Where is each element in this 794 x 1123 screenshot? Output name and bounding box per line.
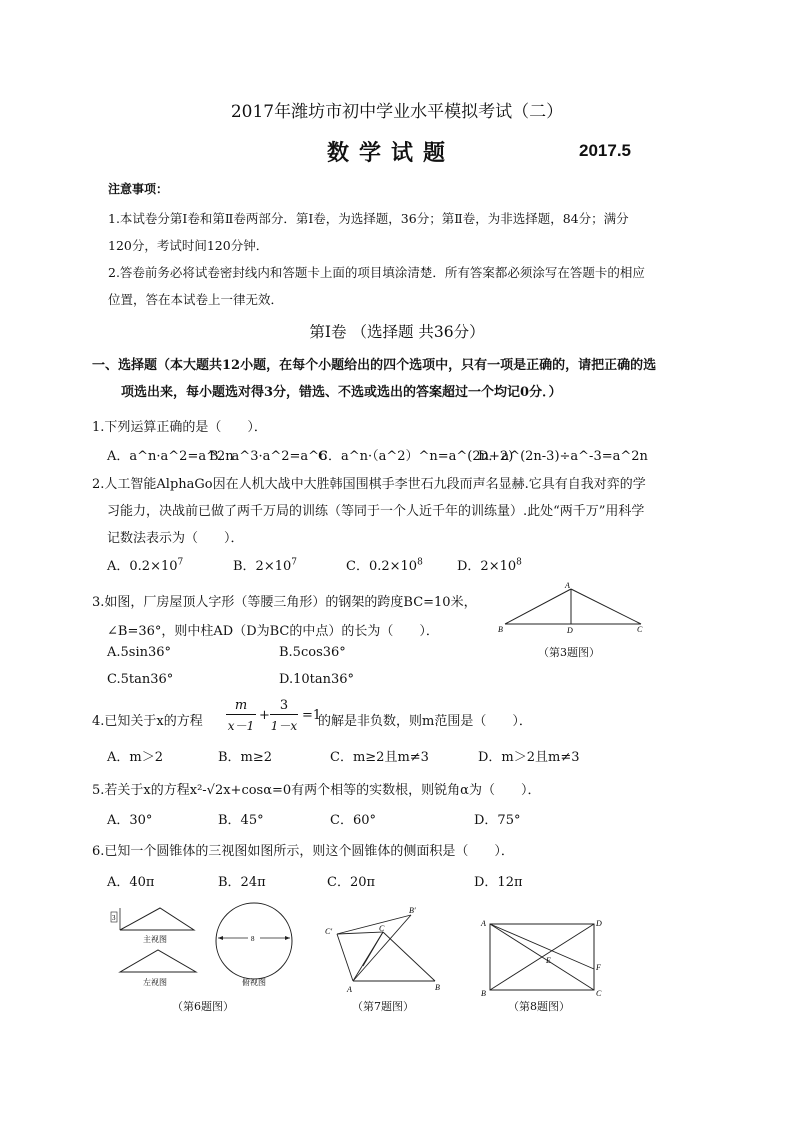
figure-7-caption: （第7题图） [352, 1000, 414, 1013]
figure-3-caption: （第3题图） [538, 646, 600, 659]
svg-text:B: B [498, 625, 503, 634]
q5-option-a: A．30° [107, 813, 153, 828]
q3-option-c: C.5tan36° [107, 672, 174, 687]
q4-fraction-2-bar [270, 714, 298, 715]
section-title: 第Ⅰ卷 （选择题 共36分） [309, 323, 485, 341]
svg-text:B: B [481, 989, 486, 998]
svg-text:A: A [565, 581, 570, 590]
q4-fraction-2-numerator: 3 [279, 698, 289, 713]
question-4-stem: 的解是非负数，则m范围是（ ）． [318, 714, 532, 729]
question-2-stem: 2.人工智能AlphaGo因在人机大战中大胜韩国围棋手李世石九段而声名显赫.它具有自我对弈的学 [92, 477, 646, 492]
notes-line: 120分，考试时间120分钟． [108, 238, 269, 253]
notes-line: 1.本试卷分第Ⅰ卷和第Ⅱ卷两部分．第Ⅰ卷，为选择题，36分；第Ⅱ卷，为非选择题，84分；满分 [108, 211, 629, 226]
figure-3 [495, 580, 655, 640]
q2-option-b: B．$2\times 10^7$ [233, 557, 297, 574]
figure-7 [323, 902, 453, 994]
q3-option-a: A.5sin36° [107, 645, 172, 660]
q2-option-d: D．$2\times 10^8$ [457, 557, 522, 574]
q4-option-b: B．m≥2 [218, 750, 273, 765]
svg-text:C′: C′ [325, 927, 333, 936]
q6-option-d: D．12π [474, 875, 523, 890]
question-2-stem: 记数法表示为（ ）． [107, 531, 244, 546]
question-3-stem: 3.如图，厂房屋顶人字形（等腰三角形）的钢架的跨度BC=10米， [92, 595, 477, 610]
q4-option-d: D．m＞2且m≠3 [478, 750, 580, 765]
q6-option-b: B．24π [218, 875, 266, 890]
top-view-label: 俯视图 [242, 978, 266, 987]
svg-text:D: D [596, 919, 602, 928]
svg-text:D: D [567, 626, 573, 635]
q4-option-a: A．m＞2 [107, 750, 163, 765]
subject-title: 数学试题 [327, 141, 456, 166]
svg-text:A: A [347, 985, 352, 994]
svg-text:8: 8 [251, 935, 255, 943]
q1-option-b: B．a^3·a^2=a^6 [209, 449, 328, 464]
q4-fraction-1-numerator: m [234, 698, 248, 713]
q4-fraction-2-denominator: 1－x [270, 719, 298, 733]
svg-text:F: F [596, 963, 601, 972]
svg-text:3: 3 [112, 914, 116, 922]
svg-text:C: C [637, 625, 643, 634]
svg-text:A: A [481, 919, 486, 928]
notes-line: 位置，答在本试卷上一律无效． [108, 292, 284, 307]
question-5-stem: 5.若关于x的方程x²-√2x+cosα=0有两个相等的实数根，则锐角α为（ ）． [92, 783, 541, 798]
q3-option-b: B.5cos36° [279, 645, 346, 660]
q5-option-d: D．75° [474, 813, 521, 828]
question-6-stem: 6.已知一个圆锥体的三视图如图所示，则这个圆锥体的侧面积是（ ）． [92, 844, 514, 859]
q2-option-a: A．$0.2\times 10^7$ [107, 557, 184, 574]
notes-heading: 注意事项： [108, 182, 169, 196]
q1-option-c: C．a^n·（a^2）^n=a^(2n+2) [318, 449, 514, 464]
q1-option-a: A．a^n·a^2=a^2n [107, 449, 234, 464]
q4-fraction-1-denominator: x－1 [227, 719, 255, 733]
q1-option-d: D．a^(2n-3)÷a^-3=a^2n [478, 449, 648, 464]
q4-option-c: C．m≥2且m≠3 [330, 750, 429, 765]
q3-option-d: D.10tan36° [279, 672, 355, 687]
figure-8-caption: （第8题图） [508, 1000, 570, 1013]
svg-text:C: C [596, 989, 602, 998]
left-view-label: 左视图 [143, 978, 167, 987]
notes-line: 2.答卷前务必将试卷密封线内和答题卡上面的项目填涂清楚．所有答案都必须涂写在答题卡的相应 [108, 265, 645, 280]
exam-title: 2017年潍坊市初中学业水平模拟考试（二） [230, 102, 564, 122]
q6-option-a: A．40π [107, 875, 155, 890]
question-1-stem: 1.下列运算正确的是（ ）． [92, 420, 267, 435]
svg-text:E: E [546, 956, 551, 965]
question-4-stem: 4.已知关于x的方程 [92, 714, 203, 729]
front-view-label: 主视图 [143, 935, 167, 944]
figure-6-caption: （第6题图） [172, 1000, 234, 1013]
q4-equals: =1 [302, 708, 322, 723]
q4-fraction-1-bar [226, 714, 256, 715]
exam-date: 2017.5 [579, 141, 631, 160]
svg-text:B: B [435, 983, 440, 992]
q4-plus: + [259, 708, 270, 723]
svg-text:B′: B′ [409, 906, 416, 915]
section-instructions: 项选出来，每小题选对得3分，错选、不选或选出的答案超过一个均记0分．） [121, 385, 562, 400]
svg-text:C: C [379, 924, 385, 933]
q5-option-c: C．60° [330, 813, 376, 828]
question-3-stem: ∠B=36°，则中柱AD（D为BC的中点）的长为（ ）． [107, 624, 439, 639]
question-2-stem: 习能力，决战前已做了两千万局的训练（等同于一个人近千年的训练量）.此处“两千万”用科学 [107, 504, 645, 519]
q2-option-c: C．$0.2\times 10^8$ [346, 557, 423, 574]
figure-6 [108, 900, 308, 995]
q6-option-c: C．20π [327, 875, 376, 890]
q5-option-b: B．45° [218, 813, 264, 828]
figure-8 [478, 914, 608, 1000]
section-instructions: 一、选择题（本大题共12小题，在每个小题给出的四个选项中，只有一项是正确的，请把正确的选 [92, 358, 657, 373]
